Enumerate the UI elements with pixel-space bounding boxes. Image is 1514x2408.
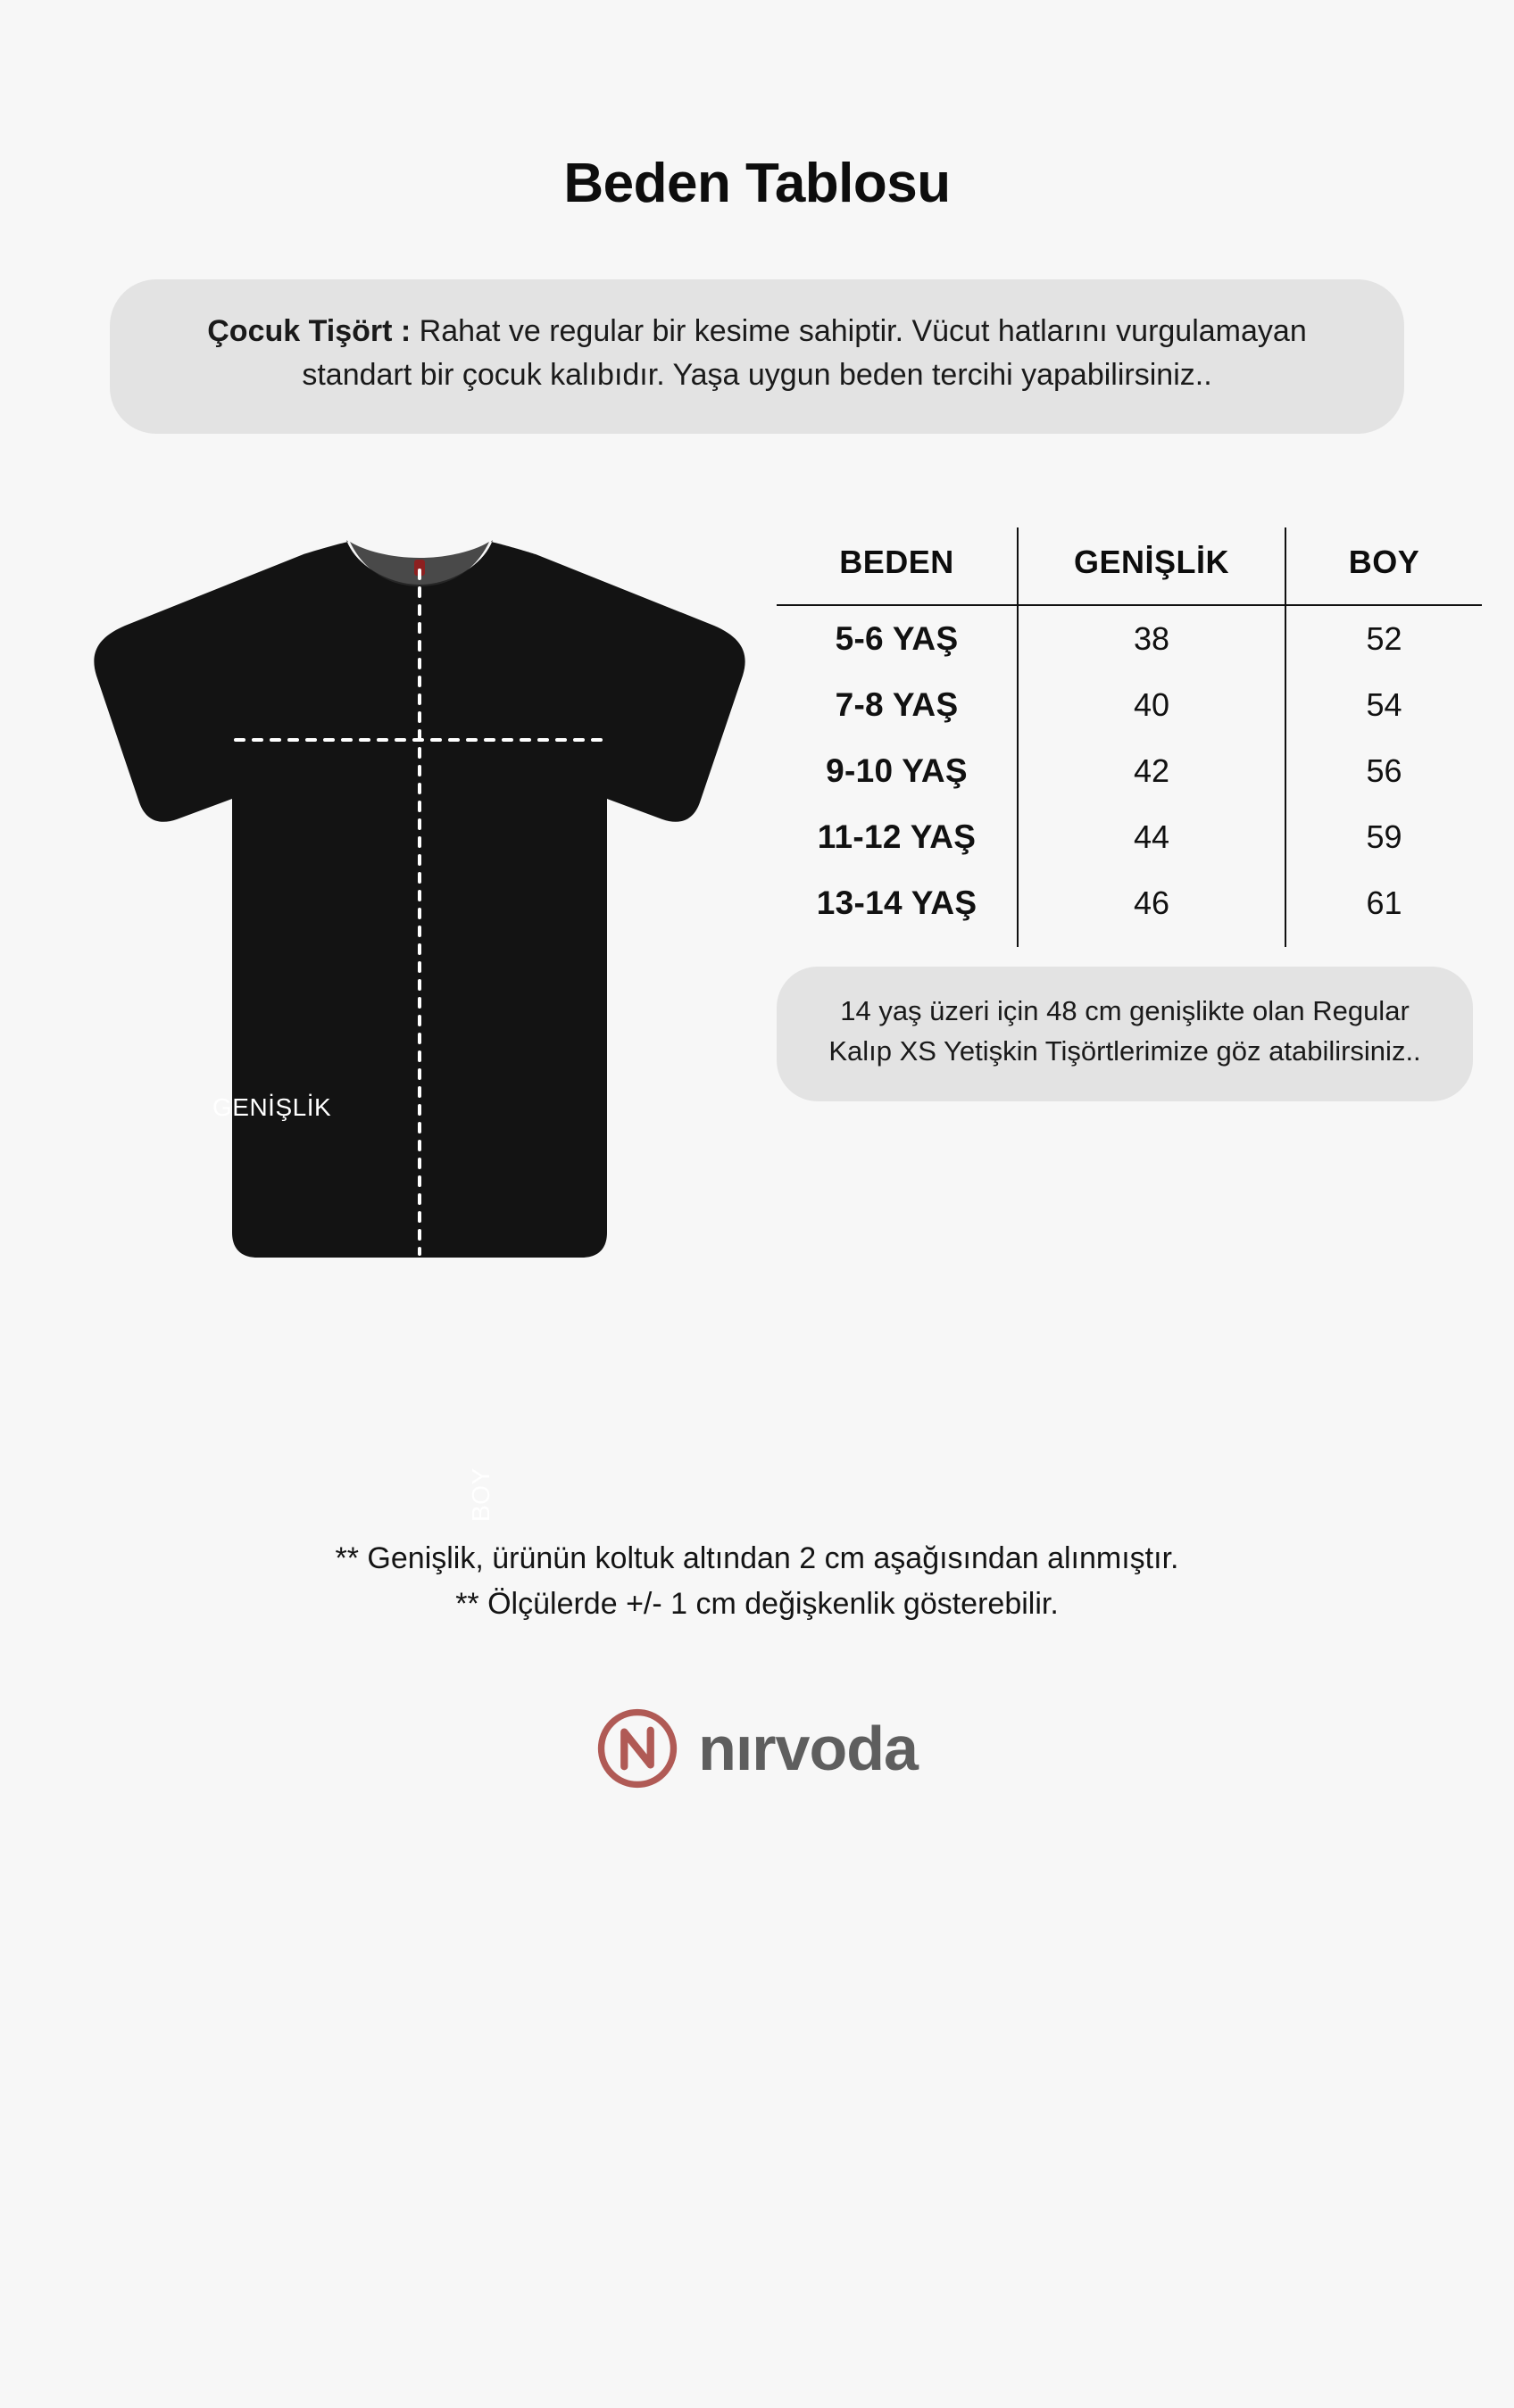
cell-genislik: 46 bbox=[1018, 870, 1285, 947]
cell-boy: 54 bbox=[1366, 685, 1402, 723]
cell-beden: 5-6 YAŞ bbox=[835, 619, 959, 657]
intro-note bbox=[110, 279, 1404, 434]
cell-beden: 13-14 YAŞ bbox=[816, 884, 977, 921]
column-header-boy: BOY bbox=[1285, 527, 1482, 605]
chart-section bbox=[0, 519, 1514, 1322]
size-table bbox=[777, 527, 1482, 947]
cell-beden: 7-8 YAŞ bbox=[835, 685, 959, 723]
intro-note-label: Çocuk Tişört : bbox=[207, 314, 412, 348]
size-table-wrap bbox=[777, 527, 1509, 1102]
table-header-row bbox=[777, 527, 1482, 605]
tshirt-illustration bbox=[36, 519, 786, 1304]
cell-genislik: 44 bbox=[1018, 804, 1285, 870]
page-title: Beden Tablosu bbox=[563, 153, 951, 214]
table-row bbox=[777, 870, 1482, 947]
tshirt-svg bbox=[36, 519, 786, 1304]
cell-boy: 56 bbox=[1366, 751, 1402, 789]
cell-boy: 61 bbox=[1366, 884, 1402, 921]
table-row bbox=[777, 605, 1482, 672]
illustration-width-label: GENİŞLİK bbox=[212, 1093, 332, 1121]
brand-name: nırvoda bbox=[698, 1713, 918, 1783]
cell-genislik: 40 bbox=[1018, 672, 1285, 738]
cell-beden: 11-12 YAŞ bbox=[817, 818, 977, 855]
illustration-length-label: BOY bbox=[467, 1467, 495, 1522]
column-header-genislik: GENİŞLİK bbox=[1018, 527, 1285, 605]
footnote-line: ** Genişlik, ürünün koltuk altından 2 cm aşağısından alınmıştır. bbox=[335, 1540, 1179, 1575]
table-row bbox=[777, 738, 1482, 804]
column-header-beden: BEDEN bbox=[777, 527, 1018, 605]
cell-beden: 9-10 YAŞ bbox=[826, 751, 968, 789]
cell-boy: 59 bbox=[1366, 818, 1402, 855]
footnotes bbox=[0, 1536, 1514, 1627]
cell-genislik: 38 bbox=[1018, 605, 1285, 672]
cell-boy: 52 bbox=[1366, 619, 1402, 657]
size-chart-page bbox=[0, 152, 1514, 2408]
footnote-line: ** Ölçülerde +/- 1 cm değişkenlik gösterebilir. bbox=[455, 1586, 1059, 1621]
nirvoda-logo-icon bbox=[596, 1707, 678, 1789]
table-note: 14 yaş üzeri için 48 cm genişlikte olan Regular Kalıp XS Yetişkin Tişörtlerimize göz atabilirsiniz.. bbox=[777, 967, 1473, 1102]
cell-genislik: 42 bbox=[1018, 738, 1285, 804]
table-row bbox=[777, 672, 1482, 738]
intro-note-text: Rahat ve regular bir kesime sahiptir. Vücut hatlarını vurgulamayan standart bir çocuk kalıbıdır. Yaşa uygun beden tercihi yapabilirsiniz.. bbox=[302, 314, 1307, 393]
brand-lockup bbox=[0, 1707, 1514, 1789]
table-row bbox=[777, 804, 1482, 870]
